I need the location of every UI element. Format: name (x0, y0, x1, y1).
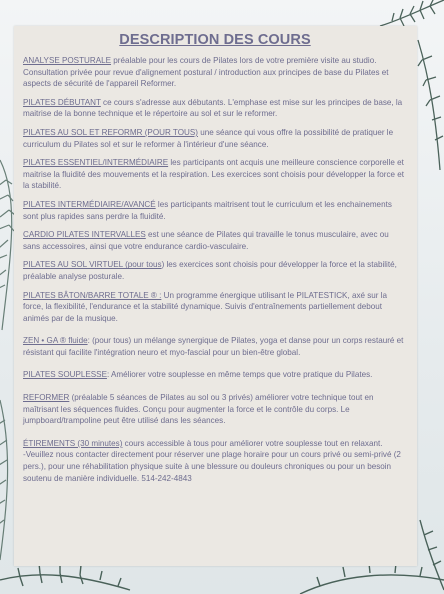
course-name: ZEN • GA ® fluide (23, 336, 88, 346)
course-pilates-intermediaire-avance (23, 199, 407, 222)
private-booking-note: -Veuillez nous contacter directement pour réserver une plage horaire pour un cours privé ou semi-privé (2 pers.), pour une réhabilitation physique suite à une blessure ou douleurs chroniques ou pour un besoin soutenu de manière individuelle. 514-242-4843 (23, 450, 401, 483)
course-name: PILATES AU SOL ET REFORMR (POUR TOUS) (23, 127, 198, 137)
course-name: ANALYSE POSTURALE (23, 56, 112, 65)
course-pilates-debutant (23, 97, 407, 120)
course-pilates-baton (23, 290, 407, 325)
page-title: DESCRIPTION DES COURS (119, 32, 311, 48)
course-reformer (23, 392, 407, 427)
course-etirements (23, 438, 407, 484)
course-pilates-sol-reformer (23, 127, 407, 150)
course-name: PILATES DÉBUTANT (23, 97, 101, 107)
course-name: PILATES AU SOL VIRTUEL (pour tous (23, 260, 162, 270)
course-pilates-souplesse (23, 369, 407, 381)
course-description-card (14, 26, 417, 566)
course-cardio-pilates (23, 229, 407, 252)
course-text: : (pour tous) un mélange synergique de Pilates, yoga et danse pour un corps restauré et résistant qui facilite l'intégration neuro et myo-fascial pour un bien-être global. (23, 336, 404, 357)
course-name: PILATES ESSENTIEL/INTERMÉDIAIRE (23, 158, 169, 168)
course-text: une séance qui vous offre la possibilité de pratiquer le curriculum du Pilates sol et sur le reformer à l'intérieur d'une séance. (23, 127, 394, 149)
course-analyse-posturale (23, 55, 407, 90)
course-name: PILATES INTERMÉDIAIRE/AVANCÉ (23, 199, 156, 209)
course-text: les participants maitrisent tout le curriculum et les enchainements sont plus rapides sans perdre la fluidité. (23, 199, 392, 221)
course-name: CARDIO PILATES INTERVALLES (23, 230, 146, 240)
course-text: ) les exercices sont choisis pour développer la force et la stabilité, préalable analyse posturale. (23, 260, 397, 281)
course-text: cours accessible à tous pour améliorer votre souplesse tout en relaxant. (122, 438, 383, 448)
course-zen-ga (23, 335, 407, 358)
course-text: les participants ont acquis une meilleure conscience corporelle et maitrise la fluidité des mouvements et la respiration. Les exercices sont choisis pour développer la force et la stabilité. (23, 158, 405, 191)
course-text: Un programme énergique utilisant le PILATESTICK, axé sur la force, la flexibilité, l'endurance et la stabilité dynamique. Suivis d'entraînements partiellement debout animés par de la musique. (23, 290, 388, 323)
course-name: REFORMER (23, 393, 70, 403)
course-text: : Améliorer votre souplesse en même temps que votre pratique du Pilates. (106, 370, 373, 380)
course-name: PILATES BÂTON/BARRE TOTALE ® : (23, 290, 162, 300)
course-text: est une séance de Pilates qui travaille le tonus musculaire, avec ou sans accessoires, ainsi que votre endurance cardio-vasculaire. (23, 230, 389, 251)
course-text: (préalable 5 séances de Pilates au sol ou 3 privés) améliorer votre technique tout en maîtrisant les séquences fluides. Conçu pour augmenter la force et le contrôle du corps. Le jumpboard/trampoline peut être utilisé dans les séances. (23, 393, 374, 426)
course-text: ce cours s'adresse aux débutants. L'emphase est mise sur les principes de base, la maitrise de la bonne technique et le répertoire au sol et sur le reformer. (23, 97, 403, 119)
course-name: PILATES SOUPLESSE (23, 370, 107, 380)
course-pilates-virtuel (23, 259, 407, 282)
course-name: ÉTIREMENTS (30 minutes) (23, 438, 123, 448)
course-pilates-essentiel (23, 157, 407, 192)
course-text: préalable pour les cours de Pilates lors de votre première visite au studio. Consultation privée pour revue d'alignement postural / introduction aux principes de base du Pilates et aspects de sécurité de l'appareil Reformer. (23, 56, 389, 89)
